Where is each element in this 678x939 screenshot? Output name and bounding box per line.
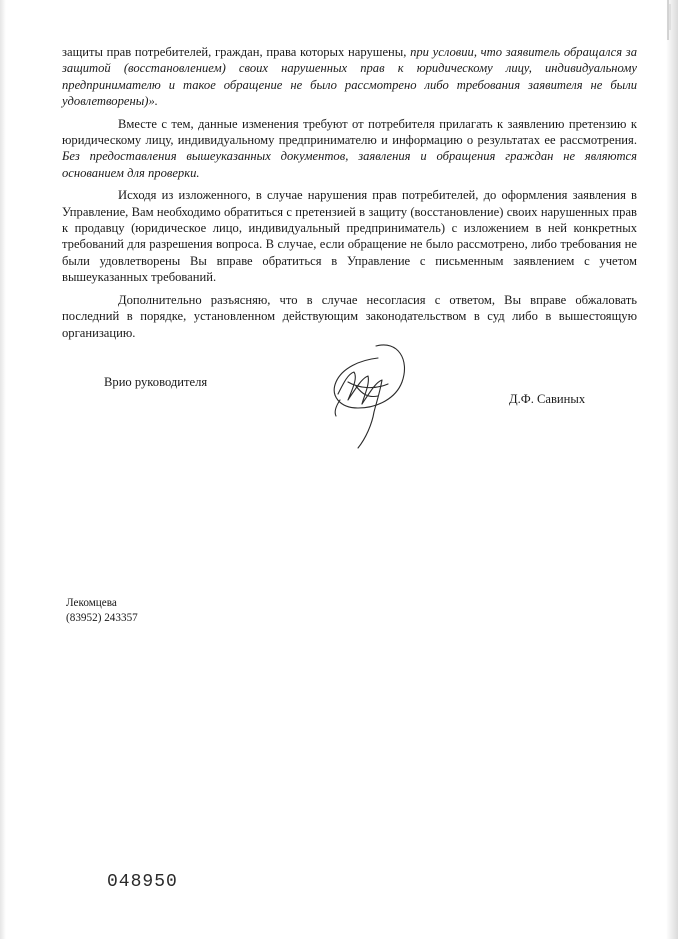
paragraph-2-text: Вместе с тем, данные изменения требуют от потребителя прилагать к заявлению претензию к юридическому лицу, индивидуальному предпринимателю и информацию о результатах ее рассмотрения. [62, 116, 637, 148]
signer-name: Д.Ф. Савиных [509, 392, 586, 406]
scan-edge-left [0, 0, 6, 939]
paragraph-4: Дополнительно разъясняю, что в случае несогласия с ответом, Вы вправе обжаловать последний в порядке, установленном действующим законодательством в суд либо в вышестоящую организацию. [62, 292, 637, 340]
paragraph-2-italic: Без предоставления вышеуказанных документов, заявления и обращения граждан не являются основанием для проверки. [62, 149, 637, 180]
paragraph-1-text: защиты прав потребителей, граждан, права которых нарушены, [62, 45, 411, 59]
paragraph-2 [62, 116, 637, 182]
executor-phone: (83952) 243357 [66, 612, 138, 624]
signer-title: Врио руководителя [104, 375, 208, 389]
letter-body [62, 44, 637, 347]
scan-edge-right [666, 0, 678, 939]
paragraph-1-italic: при условии, что заявитель обращался за защитой (восстановлением) своих нарушенных прав к юридическому лицу, индивидуальному предпринимателю и такое обращение не было рассмотрено либо требования заявителя не были удовлетворены)». [62, 45, 637, 109]
signature-image [318, 338, 410, 454]
paragraph-3: Исходя из изложенного, в случае нарушения прав потребителей, до оформления заявления в Управление, Вам необходимо обратиться с претензией в защиту (восстановление) своих нарушенных прав к продавцу (юридическое лицо, индивидуальный предприниматель) с изложением в ней конкретных требований для разрешения вопроса. В случае, если обращение не было рассмотрено, либо требования не были удовлетворены Вы вправе обратиться в Управление с письменным заявлением с учетом вышеуказанных требований. [62, 188, 637, 285]
scan-mark-icon [664, 0, 672, 40]
executor-name: Лекомцева [66, 597, 117, 609]
executor-block [66, 596, 138, 626]
document-number: 048950 [107, 872, 178, 892]
paragraph-1 [62, 44, 637, 110]
